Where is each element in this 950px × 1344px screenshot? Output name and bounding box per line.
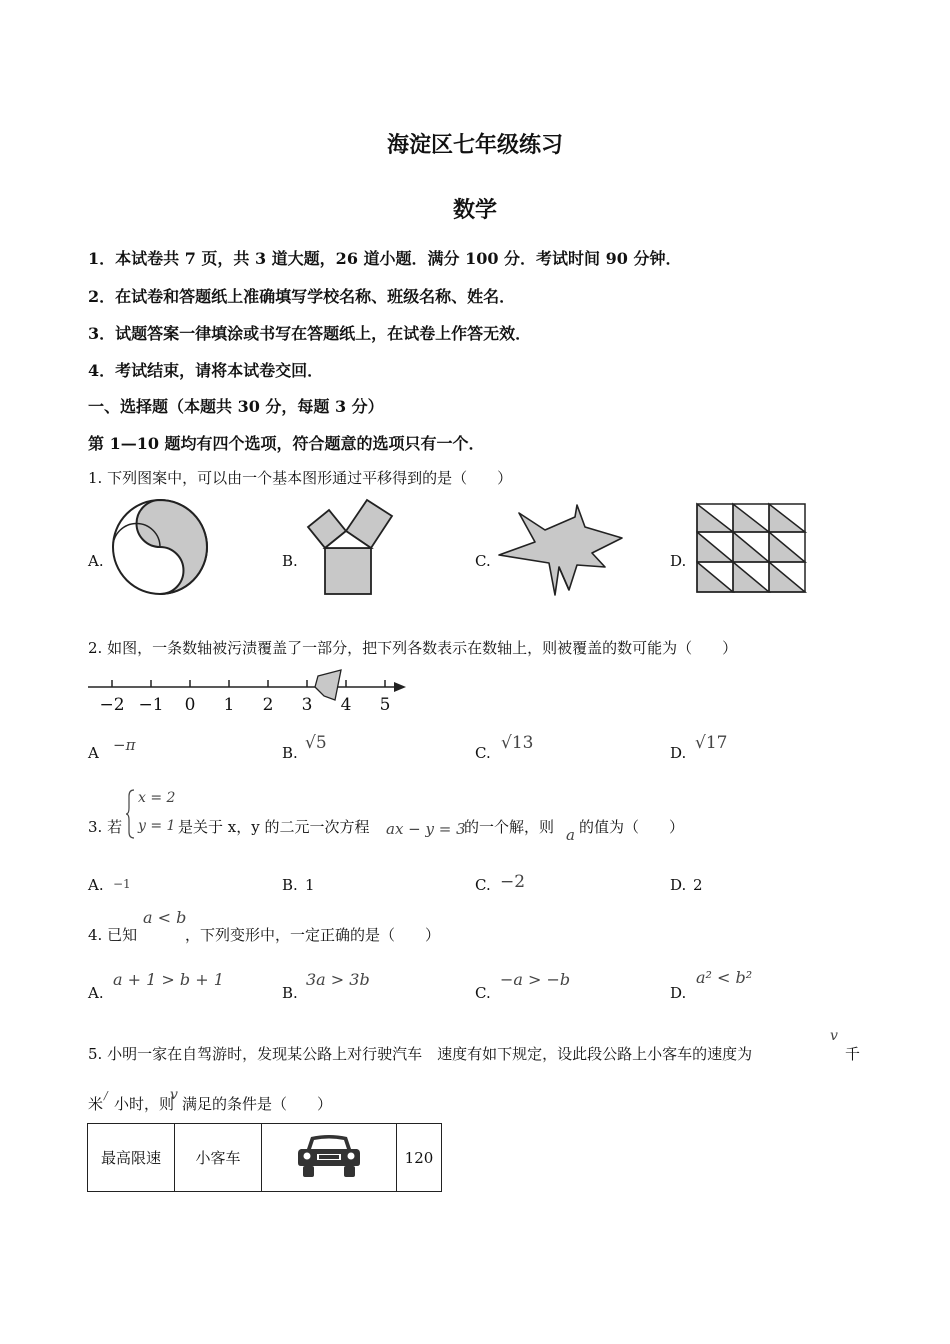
q5-variable-2: v bbox=[170, 1087, 178, 1103]
q3-option-b: 1 bbox=[305, 876, 315, 894]
section-instruction: 第 1—10 题均有四个选项，符合题意的选项只有一个． bbox=[88, 434, 485, 453]
q2-label-a: A bbox=[88, 744, 99, 762]
q3-system-eq1: x = 2 bbox=[138, 790, 176, 806]
q2-label-c: C. bbox=[475, 744, 491, 762]
q3-label-c: C. bbox=[475, 876, 491, 894]
table-cell-car-icon bbox=[262, 1124, 397, 1192]
q1-figure-a bbox=[110, 500, 212, 596]
q2-tick-label: −1 bbox=[138, 695, 164, 715]
q1-figure-d bbox=[695, 502, 809, 594]
q4-label-b: B. bbox=[282, 984, 298, 1002]
q4-option-d: a² < b² bbox=[696, 968, 753, 987]
q4-label-a: A. bbox=[88, 984, 104, 1002]
q1-label-a: A. bbox=[88, 552, 104, 570]
q5-variable: v bbox=[830, 1028, 838, 1044]
q1-label-c: C. bbox=[475, 552, 491, 570]
q3-system-eq2: y = 1 bbox=[138, 818, 176, 834]
q5-line-2b: 小时，则 bbox=[114, 1095, 175, 1113]
q2-label-b: B. bbox=[282, 744, 298, 762]
car-icon bbox=[297, 1133, 361, 1179]
note-1: 1．本试卷共 7 页，共 3 道大题，26 道小题．满分 100 分．考试时间 90 分钟． bbox=[88, 249, 682, 268]
q2-label-d: D. bbox=[670, 744, 687, 762]
q2-number-line bbox=[88, 668, 413, 718]
q3-text-suffix: 的一个解，则 bbox=[464, 818, 555, 836]
q4-label-c: C. bbox=[475, 984, 491, 1002]
note-4: 4．考试结束，请将本试卷交回． bbox=[88, 361, 324, 380]
q3-variable: a bbox=[566, 826, 575, 844]
q3-option-a: −1 bbox=[113, 877, 131, 891]
q3-label-a: A. bbox=[88, 876, 104, 894]
q2-tick-label: 4 bbox=[340, 695, 352, 715]
q1-label-d: D. bbox=[670, 552, 687, 570]
q4-prefix: 4. 已知 bbox=[88, 926, 138, 944]
q4-given: a < b bbox=[143, 908, 187, 927]
table-cell-vehicle: 小客车 bbox=[175, 1124, 262, 1192]
q2-tick-label: 1 bbox=[223, 695, 235, 715]
q5-slash: / bbox=[104, 1089, 108, 1102]
q5-speed-table bbox=[87, 1123, 442, 1192]
q2-tick-label: −2 bbox=[99, 695, 125, 715]
section-heading: 一、选择题（本题共 30 分，每题 3 分） bbox=[88, 397, 384, 416]
q2-tick-label: 2 bbox=[262, 695, 274, 715]
q4-option-b: 3a > 3b bbox=[306, 970, 370, 989]
q2-tick-label: 3 bbox=[301, 695, 313, 715]
q1-figure-c bbox=[497, 505, 627, 597]
q5-line-2a: 米 bbox=[88, 1095, 104, 1113]
page-title: 海淀区七年级练习 bbox=[386, 132, 563, 158]
q3-prefix: 3. 若 bbox=[88, 818, 123, 836]
q4-suffix: ，下列变形中，一定正确的是（ ） bbox=[185, 926, 441, 944]
q3-text-end: 的值为（ ） bbox=[579, 818, 685, 836]
q5-line-2c: 满足的条件是（ ） bbox=[182, 1095, 333, 1113]
q2-option-a: −π bbox=[113, 736, 136, 754]
q3-option-c: −2 bbox=[500, 872, 526, 892]
q2-tick-label: 5 bbox=[379, 695, 391, 715]
table-cell-speed-limit: 120 bbox=[397, 1124, 442, 1192]
table-cell-limit: 最高限速 bbox=[88, 1124, 175, 1192]
q2-ink-stain bbox=[315, 670, 341, 700]
q4-option-a: a + 1 > b + 1 bbox=[113, 970, 224, 989]
q1-figure-b bbox=[303, 498, 398, 596]
q2-option-c: √13 bbox=[501, 733, 534, 753]
q3-text-mid: 是关于 x，y 的二元一次方程 bbox=[178, 818, 370, 836]
q4-label-d: D. bbox=[670, 984, 687, 1002]
subject-title: 数学 bbox=[452, 197, 497, 223]
q5-line-1: 5. 小明一家在自驾游时，发现某公路上对行驶汽车 速度有如下规定，设此段公路上小客车的速度为 bbox=[88, 1045, 753, 1063]
q1-label-b: B. bbox=[282, 552, 298, 570]
q4-option-c: −a > −b bbox=[500, 970, 571, 989]
q2-stem: 2. 如图，一条数轴被污渍覆盖了一部分，把下列各数表示在数轴上，则被覆盖的数可能为（ ） bbox=[88, 639, 738, 657]
q3-equation: ax − y = 3 bbox=[386, 820, 466, 838]
note-2: 2．在试卷和答题纸上准确填写学校名称、班级名称、姓名． bbox=[88, 287, 516, 306]
q3-brace bbox=[126, 788, 136, 840]
q2-tick-label: 0 bbox=[184, 695, 196, 715]
q1-stem: 1. 下列图案中，可以由一个基本图形通过平移得到的是（ ） bbox=[88, 469, 513, 487]
q3-label-d: D. bbox=[670, 876, 687, 894]
q2-option-b: √5 bbox=[305, 733, 327, 753]
q5-unit: 千 bbox=[845, 1045, 861, 1063]
q2-option-d: √17 bbox=[695, 733, 728, 753]
q3-label-b: B. bbox=[282, 876, 298, 894]
q3-option-d: 2 bbox=[693, 876, 703, 894]
note-3: 3．试题答案一律填涂或书写在答题纸上，在试卷上作答无效． bbox=[88, 324, 532, 343]
